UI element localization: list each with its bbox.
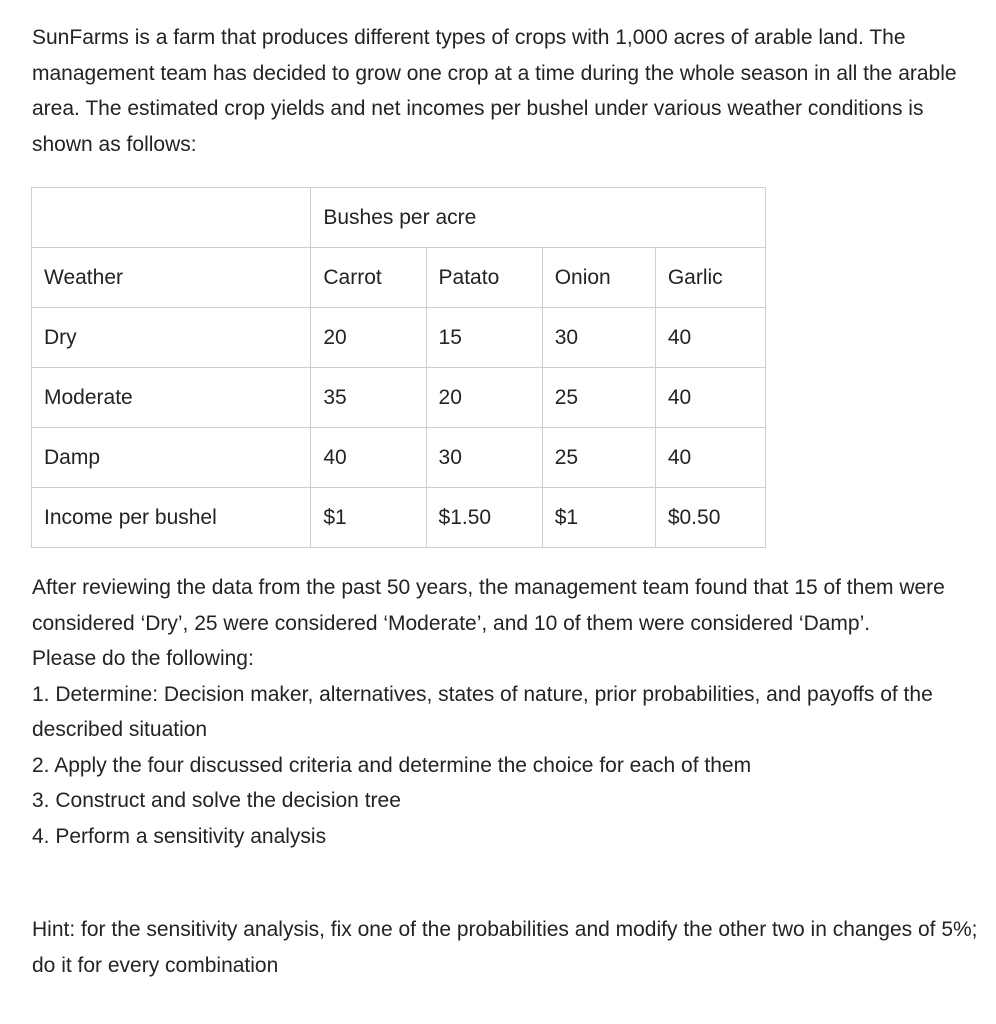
table-empty-corner-cell — [32, 188, 311, 248]
table-cell: Damp — [32, 428, 311, 488]
table-cell: $1 — [542, 488, 655, 548]
table-cell: $1 — [311, 488, 426, 548]
table-row-income-per-bushel — [32, 488, 766, 548]
list-item: 1. Determine: Decision maker, alternatives, states of nature, prior probabilities, and payoffs of the described situation — [32, 682, 933, 741]
hint-paragraph: Hint: for the sensitivity analysis, fix one of the probabilities and modify the other two in changes of 5%; do it for every combination — [32, 918, 978, 977]
table-cell: $1.50 — [426, 488, 542, 548]
table-row-dry — [32, 308, 766, 368]
table-header-row — [32, 248, 766, 308]
header-onion: Onion — [542, 248, 655, 308]
table-cell: Moderate — [32, 368, 311, 428]
header-patato: Patato — [426, 248, 542, 308]
instructions-section — [32, 570, 982, 854]
table-cell: Income per bushel — [32, 488, 311, 548]
group-header-bushes-per-acre: Bushes per acre — [311, 188, 766, 248]
table-group-header-row — [32, 188, 766, 248]
crop-yield-table — [31, 187, 766, 548]
table-cell: 40 — [655, 368, 765, 428]
task-list — [32, 677, 982, 855]
table-cell: 25 — [542, 428, 655, 488]
table-row-damp — [32, 428, 766, 488]
table-cell: 40 — [655, 308, 765, 368]
table-cell: 20 — [311, 308, 426, 368]
list-item: 4. Perform a sensitivity analysis — [32, 824, 327, 848]
header-garlic: Garlic — [655, 248, 765, 308]
table-cell: 30 — [426, 428, 542, 488]
intro-paragraph: SunFarms is a farm that produces different types of crops with 1,000 acres of arable land. The management team has decided to grow one crop at a time during the whole season in all the arable area. The estimated crop yields and net incomes per bushel under various weather conditions is shown as follows: — [32, 26, 957, 156]
table-cell: 25 — [542, 368, 655, 428]
table-cell: 40 — [311, 428, 426, 488]
table-cell: 40 — [655, 428, 765, 488]
table-cell: 15 — [426, 308, 542, 368]
header-carrot: Carrot — [311, 248, 426, 308]
table-row-moderate — [32, 368, 766, 428]
instructions-lead: Please do the following: — [32, 647, 254, 670]
table-cell: Dry — [32, 308, 311, 368]
list-item: 2. Apply the four discussed criteria and determine the choice for each of them — [32, 753, 752, 777]
table-cell: 20 — [426, 368, 542, 428]
table-cell: 35 — [311, 368, 426, 428]
table-cell: 30 — [542, 308, 655, 368]
header-weather: Weather — [32, 248, 311, 308]
table-cell: $0.50 — [655, 488, 765, 548]
list-item: 3. Construct and solve the decision tree — [32, 789, 401, 812]
after-review-paragraph: After reviewing the data from the past 50 years, the management team found that 15 of them were considered ‘Dry’, 25 were considered ‘Moderate’, and 10 of them were considered ‘Damp’. — [32, 576, 945, 635]
